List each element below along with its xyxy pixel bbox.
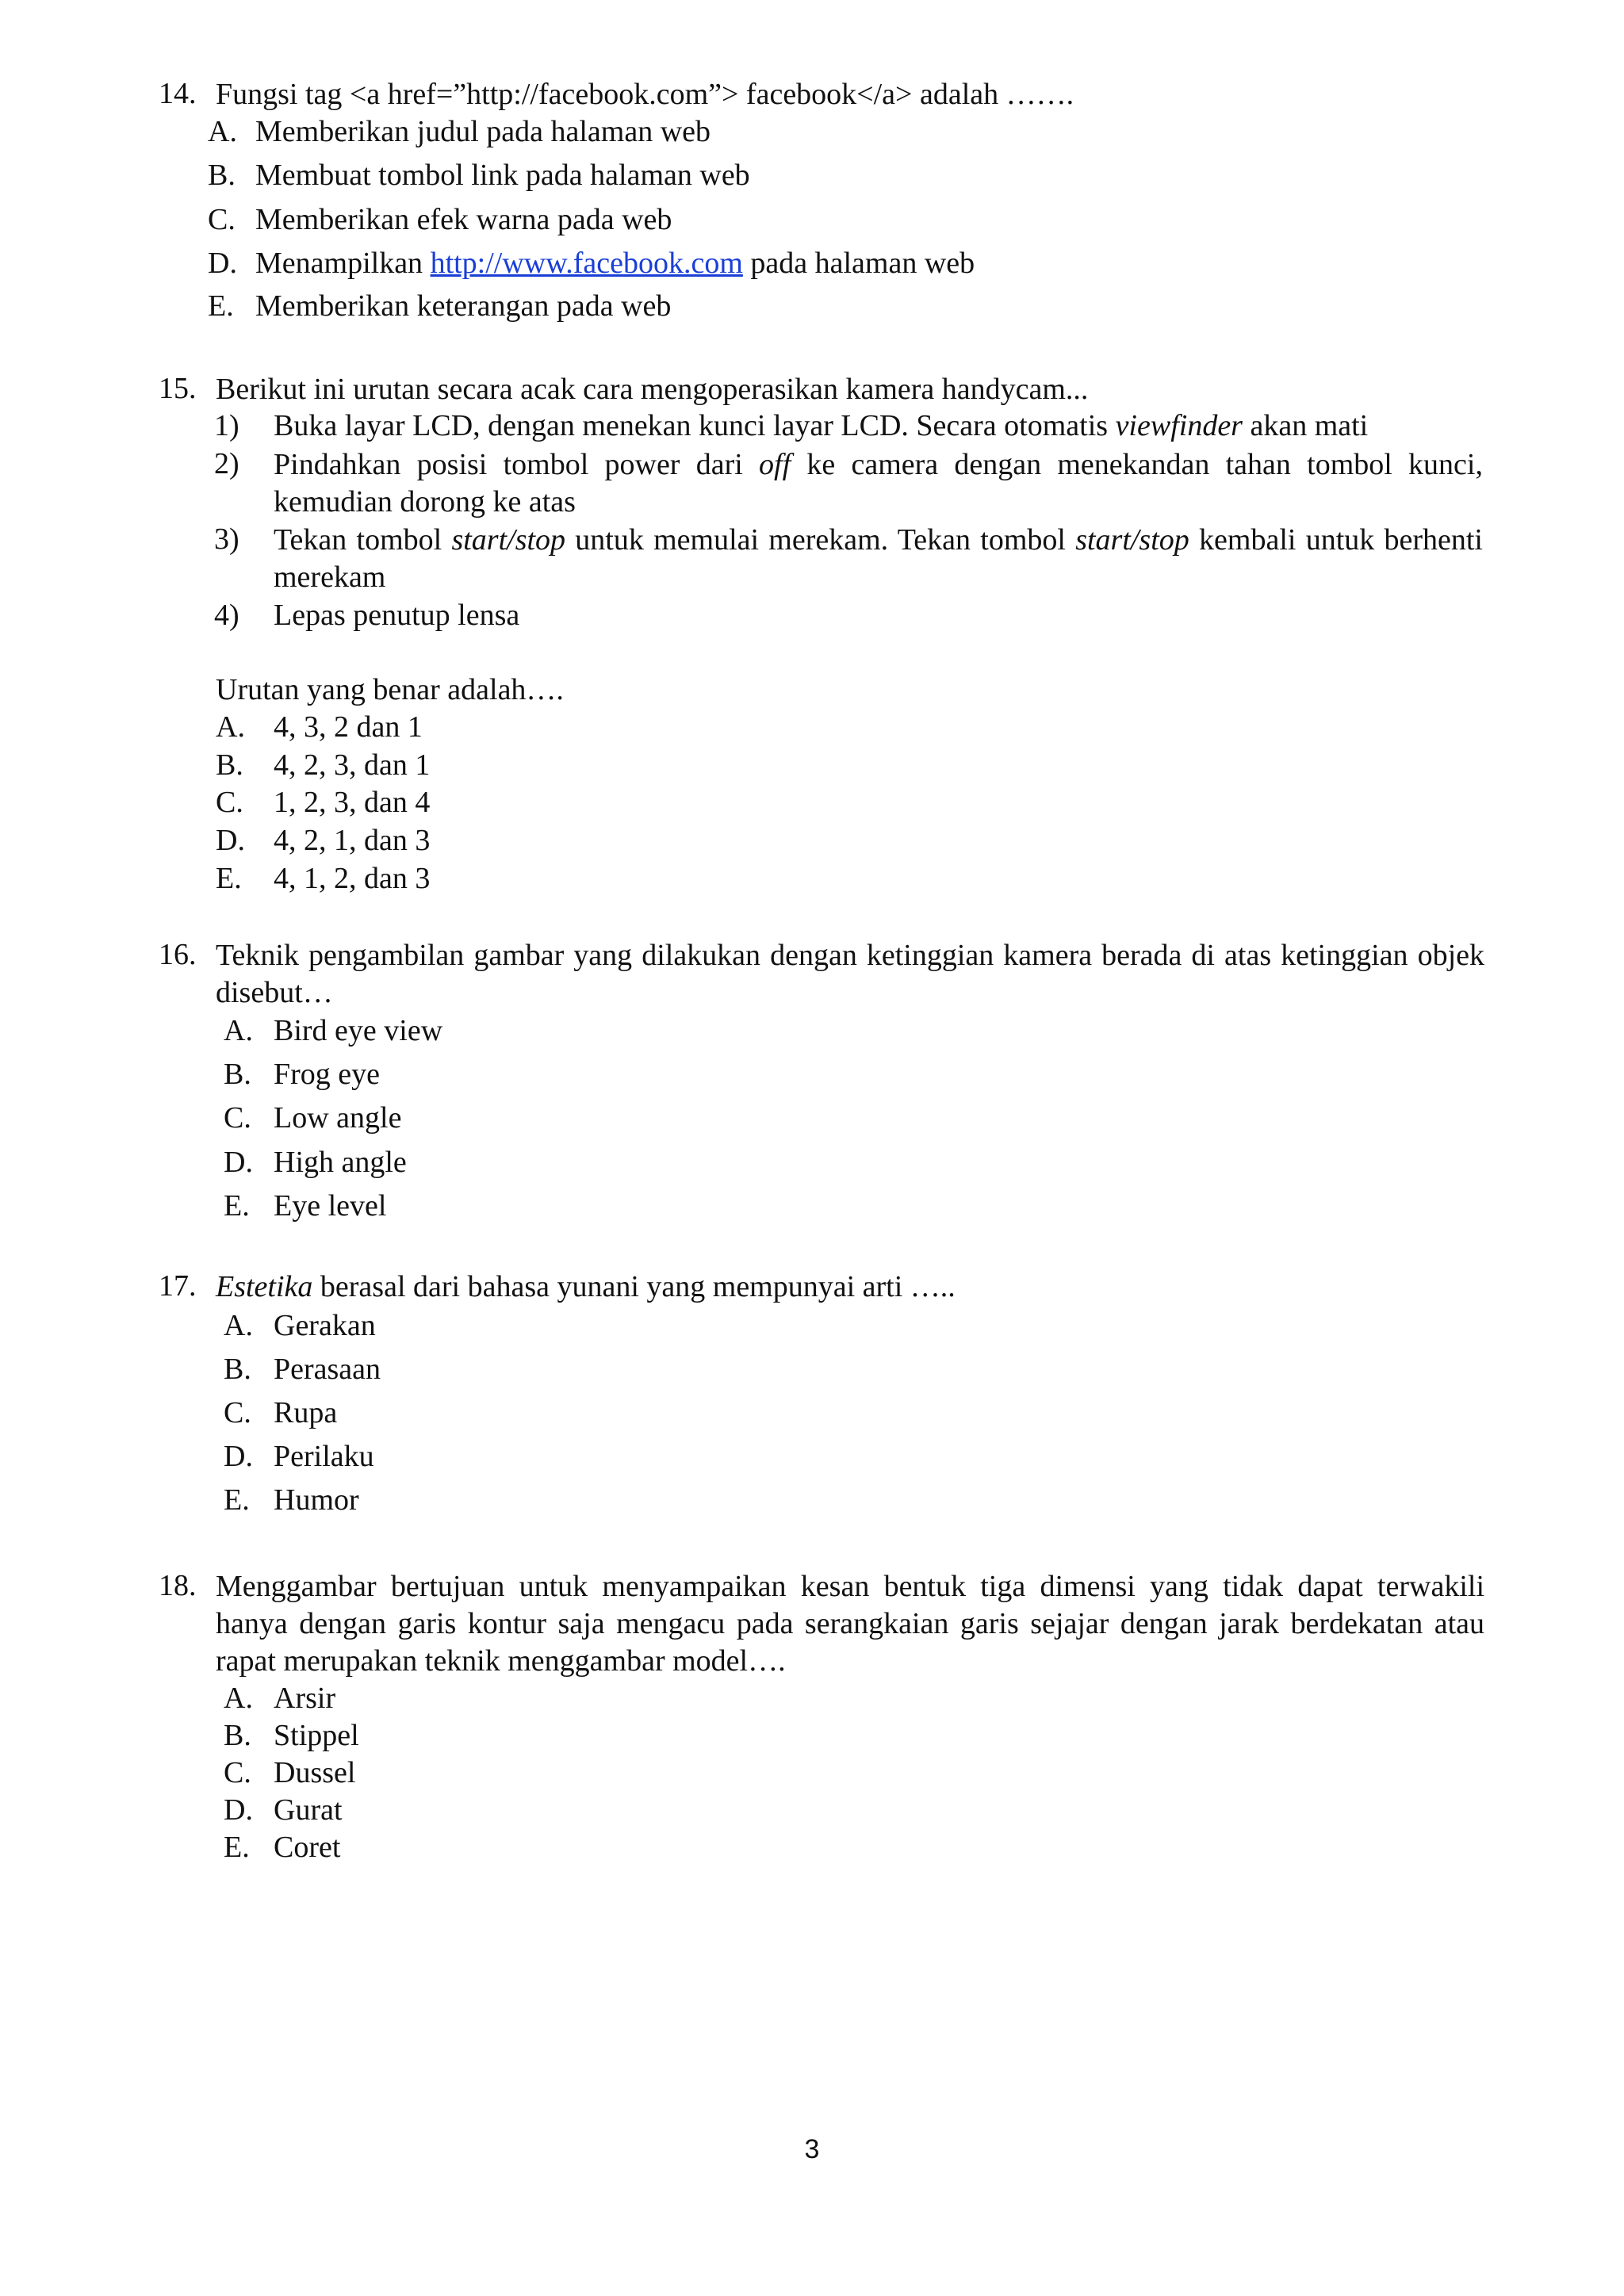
- option-text: Gerakan: [274, 1309, 376, 1342]
- option-letter: E.: [224, 1189, 250, 1223]
- option-text: Eye level: [274, 1189, 387, 1223]
- option-text: Dussel: [274, 1756, 356, 1789]
- option-text: Coret: [274, 1831, 341, 1864]
- question-prompt: Urutan yang benar adalah….: [216, 673, 564, 706]
- option-text: Low angle: [274, 1101, 402, 1135]
- option-text: Stippel: [274, 1719, 359, 1752]
- question-number: 15.: [159, 372, 197, 405]
- option-letter: C.: [224, 1396, 251, 1429]
- step-number: 1): [214, 409, 239, 442]
- option-text-before: Menampilkan: [255, 247, 431, 280]
- option-letter: A.: [224, 1309, 253, 1342]
- question-number: 16.: [159, 938, 197, 971]
- question-number: 18.: [159, 1569, 197, 1602]
- option-text: Gurat: [274, 1793, 343, 1827]
- option-text: 1, 2, 3, dan 4: [274, 786, 431, 819]
- option-letter: C.: [216, 786, 243, 819]
- option-letter: E.: [208, 289, 234, 323]
- option-text: Bird eye view: [274, 1014, 443, 1047]
- option-letter: A.: [224, 1014, 253, 1047]
- option-letter: E.: [224, 1483, 250, 1517]
- option-letter: D.: [216, 824, 245, 857]
- option-text: Perasaan: [274, 1353, 381, 1386]
- question-number: 17.: [159, 1269, 197, 1303]
- option-text: Memberikan judul pada halaman web: [255, 115, 711, 148]
- option-letter: D.: [224, 1440, 253, 1473]
- option-letter: D.: [224, 1793, 253, 1827]
- option-text: Arsir: [274, 1682, 336, 1715]
- step-text: Tekan tombol start/stop untuk memulai merekam. Tekan tombol start/stop kembali untuk berhenti merekam: [274, 523, 1483, 594]
- step-number: 3): [214, 522, 239, 556]
- option-letter: C.: [224, 1101, 251, 1135]
- option-text: 4, 2, 3, dan 1: [274, 748, 431, 782]
- question-number: 14.: [159, 77, 197, 110]
- option-text: [255, 246, 975, 281]
- option-text: High angle: [274, 1146, 407, 1179]
- option-letter: A.: [224, 1682, 253, 1715]
- option-letter: B.: [224, 1058, 251, 1091]
- option-letter: B.: [224, 1719, 251, 1752]
- option-text: Rupa: [274, 1396, 338, 1429]
- option-text-after: pada halaman web: [750, 247, 975, 280]
- question-stem: Fungsi tag <a href=”http://facebook.com”> facebook</a> adalah …….: [216, 78, 1074, 111]
- step-text: Lepas penutup lensa: [274, 599, 520, 632]
- option-text: 4, 2, 1, dan 3: [274, 824, 431, 857]
- option-letter: E.: [224, 1831, 250, 1864]
- option-text: Memberikan keterangan pada web: [255, 289, 672, 323]
- option-letter: B.: [224, 1353, 251, 1386]
- option-text: 4, 3, 2 dan 1: [274, 710, 423, 744]
- page-number: 3: [804, 2134, 820, 2164]
- step-text: Pindahkan posisi tombol power dari off ke camera dengan menekandan tahan tombol kunci, kemudian dorong ke atas: [274, 448, 1483, 519]
- option-text: Perilaku: [274, 1440, 374, 1473]
- step-text: Buka layar LCD, dengan menekan kunci layar LCD. Secara otomatis viewfinder akan mati: [274, 409, 1369, 442]
- question-stem: Berikut ini urutan secara acak cara mengoperasikan kamera handycam...: [216, 373, 1089, 406]
- facebook-link[interactable]: http://www.facebook.com: [430, 247, 743, 280]
- step-number: 2): [214, 447, 239, 480]
- option-letter: A.: [208, 115, 237, 148]
- option-text: Frog eye: [274, 1058, 381, 1091]
- question-stem: Teknik pengambilan gambar yang dilakukan dengan ketinggian kamera berada di atas ketinggian objek disebut…: [216, 939, 1484, 1009]
- option-letter: B.: [208, 159, 236, 192]
- question-stem: Menggambar bertujuan untuk menyampaikan kesan bentuk tiga dimensi yang tidak dapat terwakili hanya dengan garis kontur saja mengacu pada serangkaian garis sejajar dengan jarak berdekatan atau rapat merupakan teknik menggambar model….: [216, 1570, 1484, 1678]
- option-letter: E.: [216, 862, 242, 895]
- step-number: 4): [214, 599, 239, 632]
- option-letter: D.: [224, 1146, 253, 1179]
- option-letter: D.: [208, 247, 237, 280]
- question-stem: Estetika berasal dari bahasa yunani yang mempunyai arti …..: [216, 1270, 956, 1303]
- option-text: Membuat tombol link pada halaman web: [255, 159, 750, 192]
- option-text: Humor: [274, 1483, 359, 1517]
- option-letter: C.: [224, 1756, 251, 1789]
- option-text: 4, 1, 2, dan 3: [274, 862, 431, 895]
- option-letter: C.: [208, 203, 236, 236]
- option-letter: A.: [216, 710, 245, 744]
- option-text: Memberikan efek warna pada web: [255, 203, 672, 236]
- option-letter: B.: [216, 748, 243, 782]
